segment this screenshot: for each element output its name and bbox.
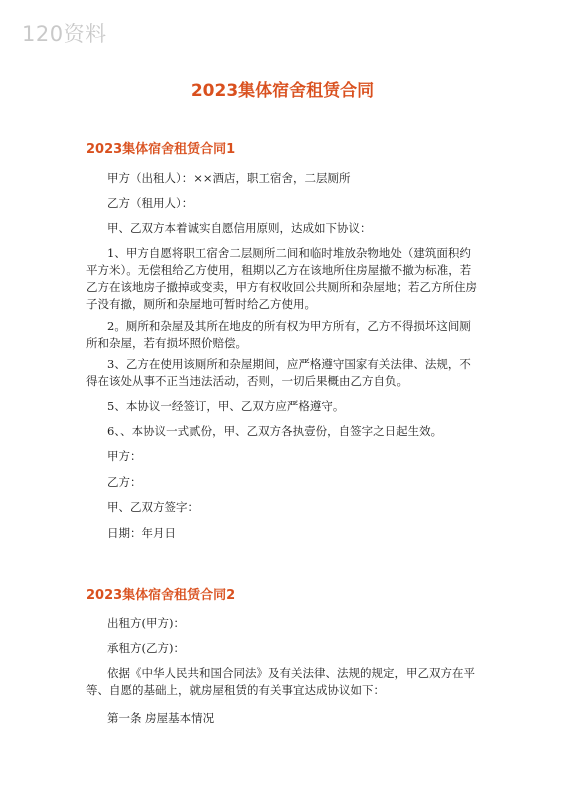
s1-clause-1: 1、甲方自愿将职工宿舍二层厕所二间和临时堆放杂物地处（建筑面积约平方米）。无偿租给乙方使用，租期以乙方在该地所住房屋撤不撤为标准，若乙方在该地房子撤掉或变卖，甲方有权收回公共厕所和杂屋地；若乙方所住房子没有撤，厕所和杂屋地可暂时给乙方使用。 xyxy=(86,246,477,311)
section-2-heading: 2023集体宿舍租赁合同2 xyxy=(86,588,236,603)
s1-sign-party-b: 乙方： xyxy=(107,475,142,489)
s2-lessor: 出租方(甲方)： xyxy=(107,616,185,630)
s1-party-b: 乙方（租用人）： xyxy=(107,196,194,210)
s1-intro: 甲、乙双方本着诚实自愿信用原则，达成如下协议： xyxy=(107,221,372,235)
s1-date: 日期：年月日 xyxy=(107,526,176,540)
s1-clause-5: 5、本协议一经签订，甲、乙双方应严格遵守。 xyxy=(107,399,345,413)
watermark-logo: 120资料 xyxy=(22,22,107,46)
s1-clause-6: 6、、本协议一式贰份，甲、乙双方各执壹份，自签字之日起生效。 xyxy=(107,424,443,438)
s2-preamble: 依据《中华人民共和国合同法》及有关法律、法规的规定，甲乙双方在平等、自愿的基础上，就房屋租赁的有关事宜达成协议如下： xyxy=(86,666,475,697)
s1-clause-2: 2。厕所和杂屋及其所在地皮的所有权为甲方所有，乙方不得损坏这间厕所和杂屋，若有损坏照价赔偿。 xyxy=(86,319,471,350)
s2-lessee: 承租方(乙方)： xyxy=(107,641,185,655)
document-title: 2023集体宿舍租赁合同 xyxy=(190,81,375,101)
s1-sign-party-a: 甲方： xyxy=(107,449,142,463)
s2-article-1-heading: 第一条 房屋基本情况 xyxy=(107,711,215,725)
s1-signatures: 甲、乙双方签字： xyxy=(107,500,199,514)
s1-clause-3: 3、乙方在使用该厕所和杂屋期间，应严格遵守国家有关法律、法规，不得在该处从事不正当违法活动，否则，一切后果概由乙方自负。 xyxy=(86,357,471,388)
section-1-heading: 2023集体宿舍租赁合同1 xyxy=(86,142,236,157)
s1-party-a: 甲方（出租人）：××酒店，职工宿舍，二层厕所 xyxy=(107,171,351,185)
